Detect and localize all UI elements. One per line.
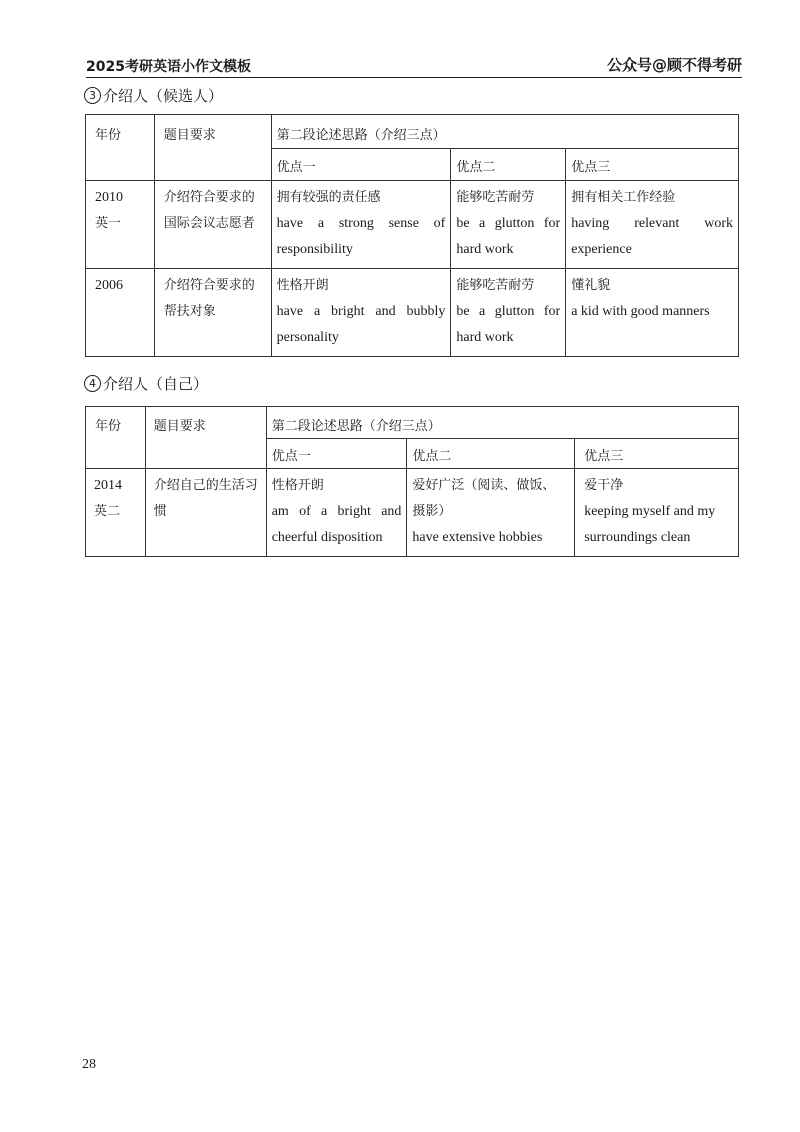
header-year: 年份 [86, 115, 155, 181]
row-requirement: 介绍符合要求的 [163, 190, 255, 205]
point-1-cn: 性格开朗 [276, 278, 329, 293]
point-2-en-cont: hard work [456, 242, 514, 257]
point-3-en: keeping myself and my [584, 504, 716, 519]
section-3-label: 介绍人（候选人） [103, 87, 224, 105]
point-1-en-cont: responsibility [276, 242, 353, 257]
header-approach: 第二段论述思路（介绍三点） [271, 115, 738, 149]
point-2-en: have extensive hobbies [412, 530, 543, 545]
page-number: 28 [82, 1057, 96, 1072]
header-point-1: 优点一 [271, 149, 451, 181]
point-1-en-cont: cheerful disposition [271, 530, 383, 545]
row-year: 2014 [94, 478, 122, 493]
point-1-cn: 拥有较强的责任感 [276, 190, 381, 205]
row-requirement: 介绍符合要求的 [163, 278, 255, 293]
table-row [86, 269, 739, 357]
row-paper: 英二 [94, 504, 121, 519]
point-2-cn: 能够吃苦耐劳 [456, 278, 535, 293]
point-2-cn: 爱好广泛（阅读、做饭、 [412, 478, 556, 493]
row-requirement-cont: 帮扶对象 [163, 304, 216, 319]
header-point-2: 优点二 [407, 439, 575, 469]
point-2-en-cont: hard work [456, 330, 514, 345]
header-point-3: 优点三 [566, 149, 739, 181]
point-1-en: have a strong sense of [276, 216, 446, 231]
account-name: 公众号@顾不得考研 [606, 56, 742, 74]
header-point-1: 优点一 [266, 439, 407, 469]
header-point-2: 优点二 [451, 149, 566, 181]
section-4-label: 介绍人（自己） [103, 375, 209, 393]
point-1-en: have a bright and bubbly [276, 304, 446, 319]
self-table [85, 406, 739, 557]
table-row [86, 181, 739, 269]
point-3-en-cont: surroundings clean [584, 530, 691, 545]
point-1-en-cont: personality [276, 330, 339, 345]
point-2-cn-cont: 摄影） [412, 504, 452, 519]
section-4-title [84, 373, 208, 394]
header-requirement: 题目要求 [145, 407, 266, 469]
header-point-3: 优点三 [575, 439, 739, 469]
section-4-number: 4 [84, 375, 101, 392]
point-2-en: be a glutton for [456, 216, 561, 231]
point-3-cn: 拥有相关工作经验 [571, 190, 676, 205]
row-requirement-cont: 国际会议志愿者 [163, 216, 255, 231]
header-divider [86, 77, 742, 78]
point-3-cn: 懂礼貌 [571, 278, 611, 293]
row-year: 2010 [95, 190, 123, 205]
table-row [86, 469, 739, 557]
row-paper: 英一 [95, 216, 122, 231]
point-1-en: am of a bright and [271, 504, 402, 519]
document-title: 2025考研英语小作文模板 [86, 59, 251, 75]
point-2-en: be a glutton for [456, 304, 561, 319]
section-3-title [84, 85, 223, 106]
header-requirement: 题目要求 [154, 115, 271, 181]
section-3-number: 3 [84, 87, 101, 104]
point-3-en-cont: experience [571, 242, 632, 257]
row-year: 2006 [95, 278, 123, 293]
row-requirement-cont: 惯 [153, 504, 167, 519]
point-3-en: a kid with good manners [571, 304, 710, 319]
candidate-table [85, 114, 739, 357]
point-3-en: having relevant work [571, 216, 733, 231]
point-1-cn: 性格开朗 [271, 478, 324, 493]
page-header [86, 56, 742, 76]
row-requirement: 介绍自己的生活习 [153, 478, 258, 493]
header-approach: 第二段论述思路（介绍三点） [266, 407, 738, 439]
header-year: 年份 [86, 407, 146, 469]
point-3-cn: 爱干净 [584, 478, 624, 493]
point-2-cn: 能够吃苦耐劳 [456, 190, 535, 205]
